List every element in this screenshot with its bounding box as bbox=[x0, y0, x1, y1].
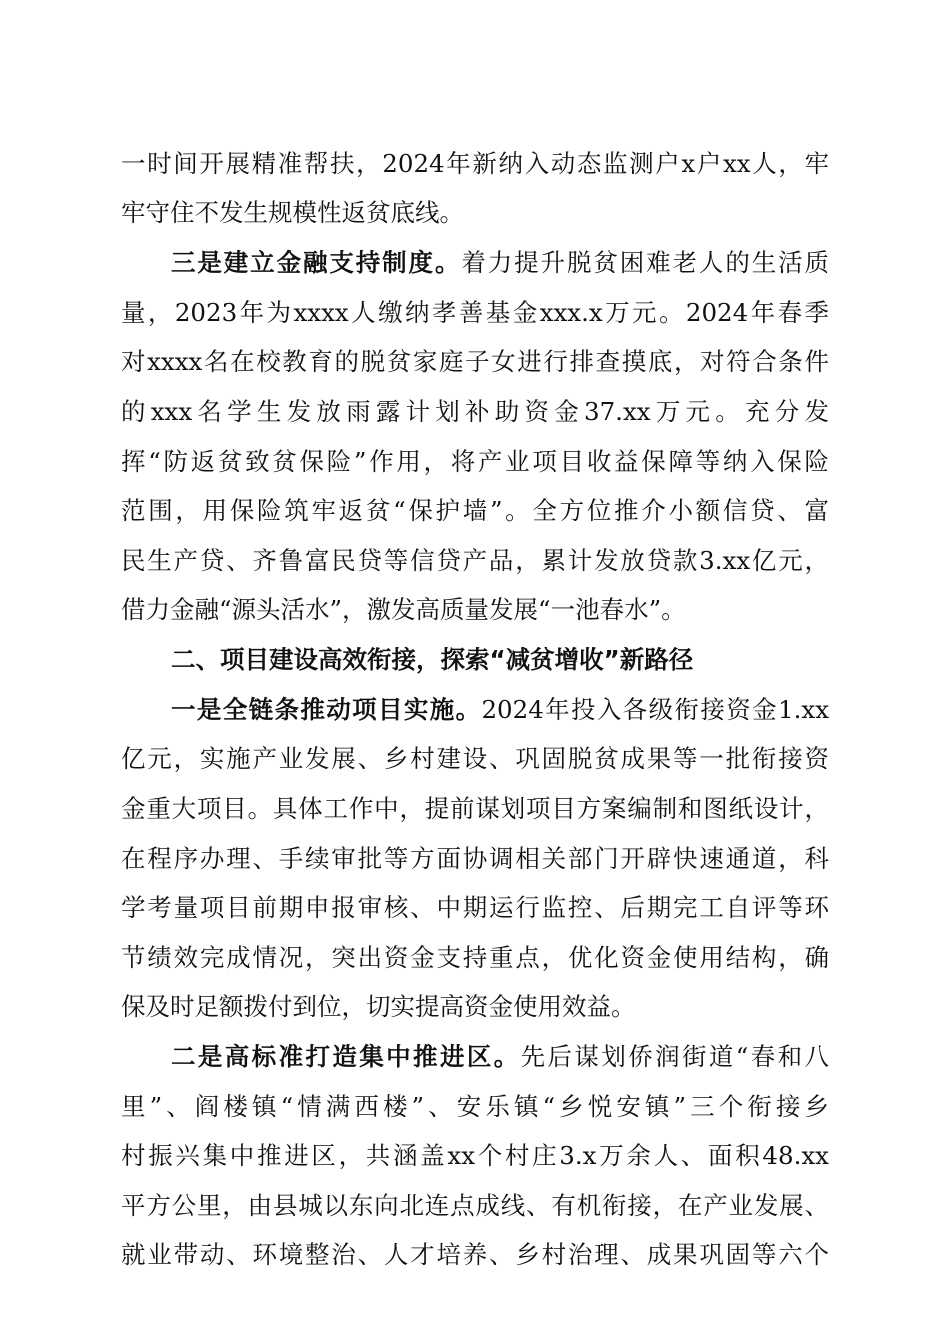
paragraph-lead: 三是建立金融支持制度。 bbox=[171, 248, 462, 277]
paragraph-line: 平方公里，由县城以东向北连点成线、有机衔接，在产业发展、 bbox=[121, 1191, 829, 1220]
paragraph-line: 对xxxx名在校教育的脱贫家庭子女进行排查摸底，对符合条件 bbox=[121, 347, 829, 376]
paragraph-line-with-lead bbox=[121, 243, 829, 283]
paragraph-lead: 一是全链条推动项目实施。 bbox=[171, 695, 482, 724]
paragraph-line: 学考量项目前期申报审核、中期运行监控、后期完工自评等环 bbox=[121, 893, 829, 922]
paragraph-line: 挥“防返贫致贫保险”作用，将产业项目收益保障等纳入保险 bbox=[121, 447, 829, 476]
paragraph-line: 借力金融“源头活水”，激发高质量发展“一池春水”。 bbox=[121, 595, 686, 624]
paragraph-line: 保及时足额拨付到位，切实提高资金使用效益。 bbox=[121, 992, 636, 1021]
paragraph-lead: 二是高标准打造集中推进区。 bbox=[171, 1042, 521, 1071]
paragraph-line: 范围，用保险筑牢返贫“保护墙”。全方位推介小额信贷、富 bbox=[121, 496, 829, 525]
paragraph-line: 一时间开展精准帮扶，2024年新纳入动态监测户x户xx人，牢 bbox=[121, 149, 829, 178]
paragraph-line: 村振兴集中推进区，共涵盖xx个村庄3.x万余人、面积48.xx bbox=[121, 1141, 829, 1170]
paragraph-line: 金重大项目。具体工作中，提前谋划项目方案编制和图纸设计， bbox=[121, 794, 829, 823]
paragraph-line: 量，2023年为xxxx人缴纳孝善基金xxx.x万元。2024年春季 bbox=[121, 298, 829, 327]
paragraph-line: 亿元，实施产业发展、乡村建设、巩固脱贫成果等一批衔接资 bbox=[121, 744, 829, 773]
paragraph-line: 就业带动、环境整治、人才培养、乡村治理、成果巩固等六个 bbox=[121, 1240, 829, 1269]
paragraph-line: 里”、阎楼镇“情满西楼”、安乐镇“乡悦安镇”三个衔接乡 bbox=[121, 1092, 829, 1121]
paragraph-text: 2024年投入各级衔接资金1.xx bbox=[481, 695, 830, 724]
paragraph-line: 节绩效完成情况，突出资金支持重点，优化资金使用结构，确 bbox=[121, 943, 829, 972]
paragraph-line: 的xxx名学生发放雨露计划补助资金37.xx万元。充分发 bbox=[121, 397, 829, 426]
paragraph-line: 牢守住不发生规模性返贫底线。 bbox=[121, 198, 464, 227]
paragraph-line-with-lead bbox=[121, 1037, 829, 1077]
paragraph-line: 在程序办理、手续审批等方面协调相关部门开辟快速通道，科 bbox=[121, 844, 829, 873]
paragraph-text: 着力提升脱贫困难老人的生活质 bbox=[461, 248, 830, 277]
paragraph-text: 先后谋划侨润街道“春和八 bbox=[520, 1042, 830, 1071]
section-heading: 二、项目建设高效衔接，探索“减贫增收”新路径 bbox=[171, 645, 694, 674]
paragraph-line: 民生产贷、齐鲁富民贷等信贷产品，累计发放贷款3.xx亿元， bbox=[121, 546, 829, 575]
paragraph-line-with-lead bbox=[121, 690, 829, 730]
